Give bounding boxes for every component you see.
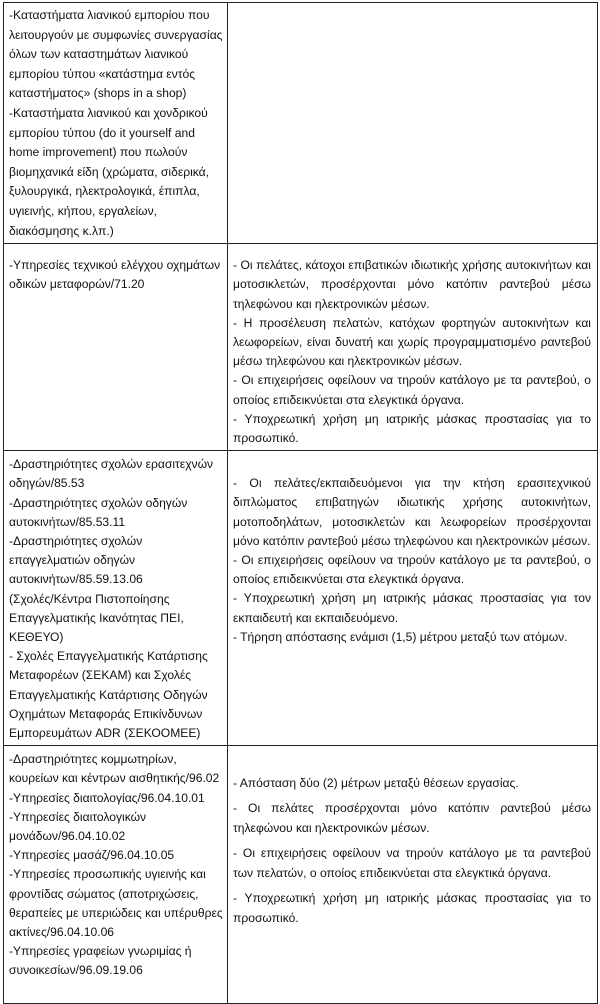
activity-cell bbox=[4, 3, 228, 244]
activity-text: -Υπηρεσίες γραφείων γνωριμίας ή συνοικεσίων/96.09.19.06 bbox=[9, 944, 192, 978]
activity-text: - Σχολές Επαγγελματικής Κατάρτισης Μεταφορέων (ΣΕΚΑΜ) και Σχολές Επαγγελματικής Κατάρτισης Οδηγών Οχημάτων Μεταφοράς Επικίνδυνων Εμπορευμάτων ADR (ΣΕΚΟΟΜΕΕ) bbox=[9, 649, 208, 740]
activity-cell bbox=[4, 244, 228, 451]
activity-text: -Υπηρεσίες μασάζ/96.04.10.05 bbox=[9, 848, 175, 863]
measures-cell bbox=[228, 244, 598, 451]
activity-text: -Υπηρεσίες προσωπικής υγιεινής και φροντίδας σώματος (αποτριχώσεις, θεραπείες με υπεριώδεις και υπέρυθρες ακτίνες/96.04.10.06 bbox=[9, 867, 223, 940]
activity-text: -Καταστήματα λιανικού εμπορίου που λειτουργούν με συμφωνίες συνεργασίας όλων των καταστημάτων λιανικού εμπορίου τύπου «κατάστημα εντός καταστήματος» (shops in a shop) bbox=[9, 8, 223, 101]
measure-text: - Οι επιχειρήσεις οφείλουν να τηρούν κατάλογο με τα ραντεβού, ο οποίος επιδεικνύεται στα ελεγκτικά όργανα. bbox=[233, 552, 591, 587]
measure-text: - Υποχρεωτική χρήση μη ιατρικής μάσκας προστασίας για τον εκπαιδευτή και εκπαιδευόμενο. bbox=[233, 591, 591, 625]
activity-cell bbox=[4, 746, 228, 1004]
activity-text: -Δραστηριότητες κομμωτηρίων, κουρείων και κέντρων αισθητικής/96.02 bbox=[9, 752, 220, 786]
activity-text: -Δραστηριότητες σχολών ερασιτεχνών οδηγών/85.53 bbox=[9, 457, 214, 491]
activity-text: -Υπηρεσίες τεχνικού ελέγχου οχημάτων οδικών μεταφορών/71.20 bbox=[9, 258, 221, 292]
measures-cell bbox=[228, 3, 598, 244]
measure-text: - Απόσταση δύο (2) μέτρων μεταξύ θέσεων εργασίας. bbox=[233, 776, 519, 791]
activity-text: -Δραστηριότητες σχολών επαγγελματιών οδηγών αυτοκινήτων/85.59.13.06 bbox=[9, 533, 143, 587]
measures-cell bbox=[228, 746, 598, 1004]
table-row bbox=[4, 3, 598, 244]
measure-text: - Οι πελάτες, κάτοχοι επιβατικών ιδιωτικής χρήσης αυτοκινήτων και μοτοσικλετών, προσέρχονται μόνο κατόπιν ραντεβού μέσω τηλεφώνου και ηλεκτρονικών μέσων. bbox=[233, 258, 591, 311]
activity-text: (Σχολές/Κέντρα Πιστοποίησης Επαγγελματικής Ικανότητας ΠΕΙ, ΚΕΘΕΥΟ) bbox=[9, 591, 184, 644]
measure-text: - Η προσέλευση πελατών, κατόχων φορτηγών αυτοκινήτων και λεωφορείων, είναι δυνατή και χωρίς προγραμματισμένο ραντεβού μέσω τηλεφώνου και ηλεκτρονικών μέσων. bbox=[233, 315, 591, 369]
table-row bbox=[4, 746, 598, 1004]
table-row bbox=[4, 244, 598, 451]
measure-text: - Υποχρεωτική χρήση μη ιατρικής μάσκας προστασίας για το προσωπικό. bbox=[233, 411, 591, 445]
activity-text: -Υπηρεσίες διαιτολογίας/96.04.10.01 bbox=[9, 790, 205, 805]
measure-text: - Οι πελάτες/εκπαιδευόμενοι για την κτήση ερασιτεχνικού διπλώματος επιβατηγών ιδιωτικής χρήσης αυτοκινήτων, μοτοποδηλάτων, μοτοσικλετών και λεωφορείων προσέρχονται μόνο κατόπιν ραντεβού μέσω τηλεφώνου και ηλεκτρονικών μέσων. bbox=[233, 476, 591, 548]
measure-text: - Οι πελάτες προσέρχονται μόνο κατόπιν ραντεβού μέσω τηλεφώνου και ηλεκτρονικών μέσων. bbox=[233, 801, 591, 836]
activity-text: -Υπηρεσίες διαιτολογικών μονάδων/96.04.10.02 bbox=[9, 809, 147, 844]
table-row bbox=[4, 451, 598, 746]
measure-text: - Οι επιχειρήσεις οφείλουν να τηρούν κατάλογο με τα ραντεβού, ο οποίος επιδεικνύεται στα ελεγκτικά όργανα. bbox=[233, 373, 591, 407]
activity-text: -Καταστήματα λιανικού και χονδρικού εμπορίου τύπου (do it yourself and home improvement) που πωλούν βιομηχανικά είδη (χρώματα, σιδερικά, ξυλουργικά, ηλεκτρολογικά, έπιπλα, υγιεινής, κήπου, εργαλείων, διακόσμησης κ.λπ.) bbox=[9, 105, 210, 238]
measures-cell bbox=[228, 451, 598, 746]
measure-text: - Οι επιχειρήσεις οφείλουν να τηρούν κατάλογο με τα ραντεβού των πελατών, ο οποίος επιδεικνύεται στα ελεγκτικά όργανα. bbox=[233, 846, 591, 881]
measures-table bbox=[3, 2, 598, 1004]
measure-text: - Τήρηση απόστασης ενάμισι (1,5) μέτρου μεταξύ των ατόμων. bbox=[233, 629, 568, 644]
activity-text: -Δραστηριότητες σχολών οδηγών αυτοκινήτων/85.53.11 bbox=[9, 495, 188, 529]
measure-text: - Υποχρεωτική χρήση μη ιατρικής μάσκας προστασίας για το προσωπικό. bbox=[233, 891, 591, 926]
activity-cell bbox=[4, 451, 228, 746]
